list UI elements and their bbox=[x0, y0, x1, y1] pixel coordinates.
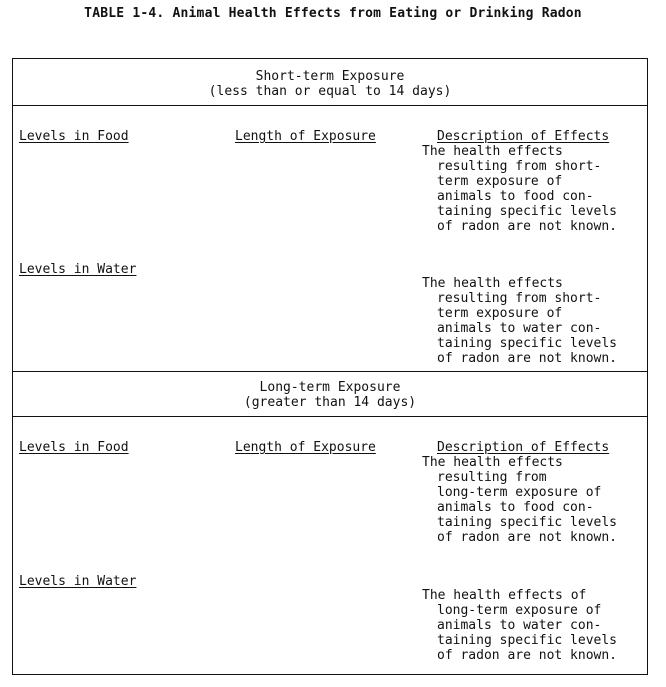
effect-line: taining specific levels bbox=[437, 204, 618, 219]
effect-line: The health effects bbox=[422, 144, 563, 159]
effect-line: animals to water con- bbox=[437, 321, 602, 336]
effect-line: of radon are not known. bbox=[437, 648, 618, 663]
section-divider bbox=[13, 416, 647, 417]
short-term-title: Short-term Exposure bbox=[255, 69, 405, 84]
effect-line: taining specific levels bbox=[437, 515, 618, 530]
effect-line: The health effects bbox=[422, 455, 563, 470]
effect-line: long-term exposure of bbox=[437, 603, 602, 618]
effect-line: term exposure of bbox=[437, 174, 563, 189]
long-term-food-header: Levels in Food bbox=[19, 440, 129, 455]
effect-line: The health effects bbox=[422, 276, 563, 291]
effect-line: of radon are not known. bbox=[437, 530, 618, 545]
effect-line: animals to food con- bbox=[437, 500, 594, 515]
long-term-length-header: Length of Exposure bbox=[235, 440, 376, 455]
short-term-food-header: Levels in Food bbox=[19, 129, 129, 144]
section-divider bbox=[13, 371, 647, 372]
short-term-subtitle: (less than or equal to 14 days) bbox=[208, 84, 452, 99]
short-term-water-effects bbox=[422, 276, 644, 366]
short-term-length-header: Length of Exposure bbox=[235, 129, 376, 144]
table-frame bbox=[12, 58, 648, 675]
effect-line: The health effects of bbox=[422, 588, 587, 603]
long-term-water-effects bbox=[422, 588, 644, 663]
effect-line: resulting from bbox=[437, 470, 547, 485]
effect-line: taining specific levels bbox=[437, 633, 618, 648]
effect-line: of radon are not known. bbox=[437, 351, 618, 366]
short-term-effects-header: Description of Effects bbox=[437, 129, 610, 144]
effect-line: long-term exposure of bbox=[437, 485, 602, 500]
long-term-effects-header: Description of Effects bbox=[437, 440, 610, 455]
long-term-title: Long-term Exposure bbox=[259, 380, 401, 395]
short-term-food-effects bbox=[422, 144, 644, 234]
effect-line: resulting from short- bbox=[437, 159, 602, 174]
effect-line: taining specific levels bbox=[437, 336, 618, 351]
long-term-subtitle: (greater than 14 days) bbox=[243, 395, 417, 410]
effect-line: animals to water con- bbox=[437, 618, 602, 633]
effect-line: term exposure of bbox=[437, 306, 563, 321]
effect-line: of radon are not known. bbox=[437, 219, 618, 234]
effect-line: animals to food con- bbox=[437, 189, 594, 204]
short-term-water-header: Levels in Water bbox=[19, 262, 137, 277]
long-term-food-effects bbox=[422, 455, 644, 545]
effect-line: resulting from short- bbox=[437, 291, 602, 306]
section-divider bbox=[13, 105, 647, 106]
table-caption: TABLE 1-4. Animal Health Effects from Eating or Drinking Radon bbox=[84, 6, 582, 21]
long-term-water-header: Levels in Water bbox=[19, 574, 137, 589]
